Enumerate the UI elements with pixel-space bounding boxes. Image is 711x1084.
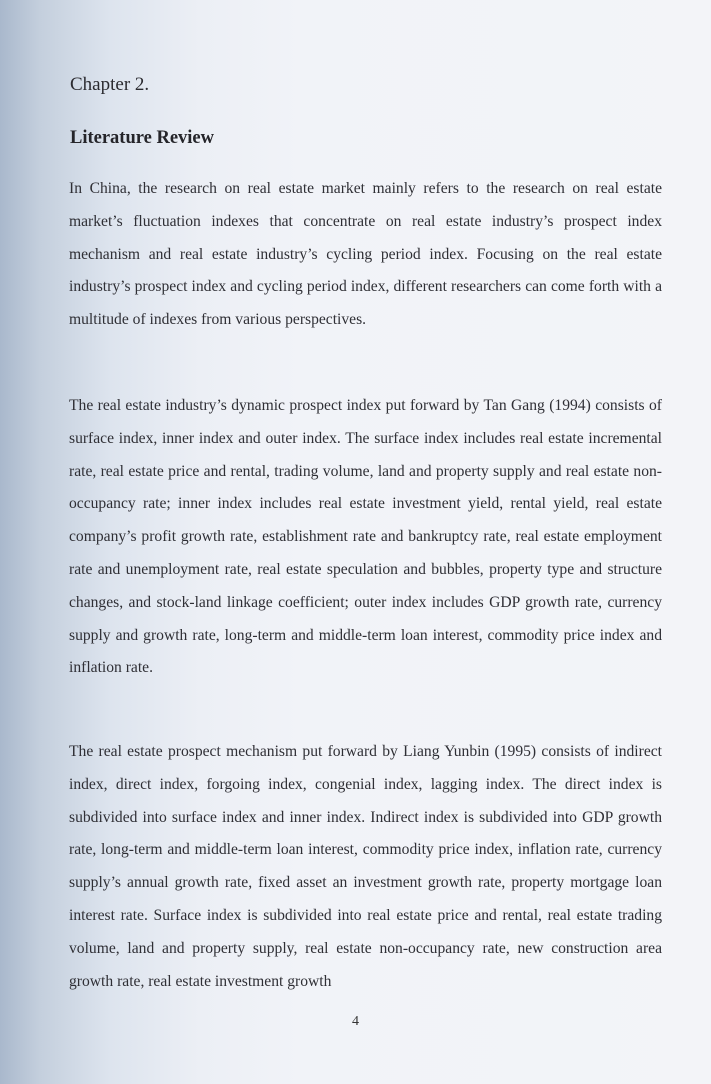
chapter-heading: Chapter 2.: [70, 74, 150, 95]
paragraph-1: In China, the research on real estate market mainly refers to the research on real estate market’s fluctuation indexes that concentrate on real estate industry’s prospect index mechanism and real estate industry’s cycling period index. Focusing on the real estate industry’s prospect index and cycling period index, different researchers can come forth with a multitude of indexes from various perspectives.: [69, 180, 662, 329]
paragraph-2: The real estate industry’s dynamic prospect index put forward by Tan Gang (1994) consists of surface index, inner index and outer index. The surface index includes real estate incremental rate, real estate price and rental, trading volume, land and property supply and real estate non-occupancy rate; inner index includes real estate investment yield, rental yield, real estate company’s profit growth rate, establishment rate and bankruptcy rate, real estate employment rate and unemployment rate, real estate speculation and bubbles, property type and structure changes, and stock-land linkage coefficient; outer index includes GDP growth rate, currency supply and growth rate, long-term and middle-term loan interest, commodity price index and inflation rate.: [69, 397, 662, 677]
section-title: Literature Review: [70, 128, 215, 148]
page-number: 4: [352, 1014, 359, 1029]
paragraph-3: The real estate prospect mechanism put forward by Liang Yunbin (1995) consists of indirect index, direct index, forgoing index, congenial index, lagging index. The direct index is subdivided into surface index and inner index. Indirect index is subdivided into GDP growth rate, long-term and middle-term loan interest, commodity price index, inflation rate, currency supply’s annual growth rate, fixed asset an investment growth rate, property mortgage loan interest rate. Surface index is subdivided into real estate price and rental, real estate trading volume, land and property supply, real estate non-occupancy rate, new construction area growth rate, real estate investment growth: [69, 743, 662, 990]
